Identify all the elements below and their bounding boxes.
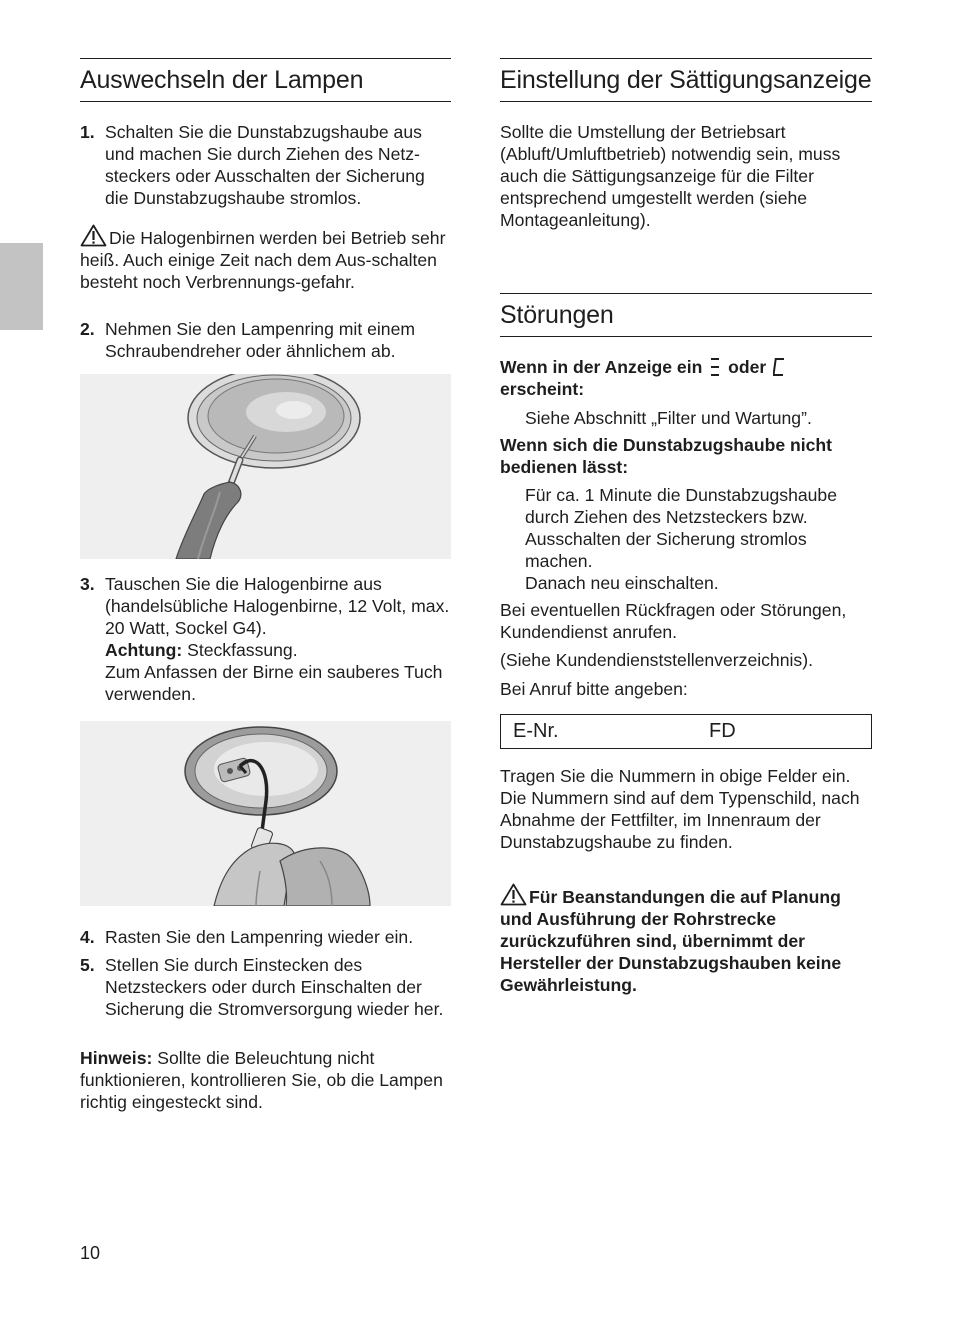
- warning-text: Für Beanstandungen die auf Planung und Ausführung der Rohrstrecke zurückzuführen sind, übernimmt der Hersteller der Dunstabzugshauben keine Gewährleistung.: [500, 887, 842, 995]
- fault-question-not-operating: Wenn sich die Dunstabzugshaube nicht bedienen lässt:: [500, 435, 833, 477]
- step-text: Schalten Sie die Dunstabzugshaube aus und machen Sie durch Ziehen des Netz-steckers oder Ausschalten der Sicherung die Dunstabzugshaube stromlos.: [105, 122, 425, 208]
- service-directory-note: (Siehe Kundendienststellenverzeichnis).: [500, 650, 813, 670]
- nameplate-paragraph: Tragen Sie die Nummern in obige Felder ein. Die Nummern sind auf dem Typenschild, nach Abnahme der Fettfilter, im Innenraum der Dunstabzugshaube zu finden.: [500, 766, 860, 852]
- step-1: [80, 121, 451, 209]
- call-info-paragraph: Bei Anruf bitte angeben:: [500, 679, 688, 699]
- step-number: 4.: [80, 927, 95, 947]
- answer-not-operating: [500, 484, 872, 594]
- answer-display: [500, 407, 872, 429]
- step-2: [80, 318, 451, 362]
- hint-paragraph: [80, 1047, 451, 1113]
- step-number: 3.: [80, 574, 95, 594]
- step-note: Zum Anfassen der Birne ein sauberes Tuch verwenden.: [105, 662, 443, 704]
- caution-line: [105, 639, 451, 661]
- step-number: 1.: [80, 122, 95, 142]
- step-3: [80, 573, 451, 705]
- step-text-block: [105, 573, 451, 705]
- step-number: 2.: [80, 319, 95, 339]
- illustration-replace-halogen-bulb: [80, 721, 451, 906]
- step-text: Stellen Sie durch Einstecken des Netzsteckers oder durch Einschalten der Sicherung die Stromversorgung wieder her.: [105, 955, 444, 1019]
- warning-text: Die Halogenbirnen werden bei Betrieb sehr heiß. Auch einige Zeit nach dem Aus-schalten besteht noch Verbrennungs-gefahr.: [80, 228, 446, 292]
- service-paragraph: Bei eventuellen Rückfragen oder Störungen, Kundendienst anrufen.: [500, 600, 847, 642]
- answer-text: Siehe Abschnitt „Filter und Wartung”.: [525, 408, 812, 428]
- enr-label: E-Nr.: [513, 720, 559, 742]
- step-number: 5.: [80, 955, 95, 975]
- caution-text: Steckfassung.: [187, 640, 298, 660]
- display-segment-e-icon: [709, 357, 721, 377]
- warning-triangle-icon: [500, 883, 527, 906]
- section-tab-marker: [0, 243, 43, 330]
- step-5: [80, 954, 451, 1020]
- step-4: [80, 926, 451, 948]
- caution-label: Achtung:: [105, 640, 183, 660]
- display-segment-c-icon: [773, 357, 785, 377]
- step-text: Nehmen Sie den Lampenring mit einem Schraubendreher oder ähnlichem ab.: [105, 319, 416, 361]
- question-text-or: oder: [728, 357, 767, 377]
- section-title-saturation-display: Einstellung der Sättigungsanzeige: [500, 58, 872, 102]
- section-title-faults: Störungen: [500, 293, 872, 337]
- fault-question-display: [500, 356, 872, 400]
- fd-label: FD: [709, 720, 736, 742]
- illustration-remove-lamp-ring: [80, 374, 451, 559]
- warning-hot-bulbs: [80, 224, 451, 293]
- enr-fd-box: [500, 714, 872, 749]
- answer-text: Für ca. 1 Minute die Dunstabzugshaube durch Ziehen des Netzsteckers bzw. Ausschalten der Sicherung stromlos machen.: [525, 485, 837, 571]
- question-text-end: erscheint:: [500, 379, 585, 399]
- section-title-lamp-replacement: Auswechseln der Lampen: [80, 58, 451, 102]
- saturation-paragraph: Sollte die Umstellung der Betriebsart (Abluft/Umluftbetrieb) notwendig sein, muss auch die Sättigungsanzeige für die Filter entsprechend umgestellt werden (siehe Montageanleitung).: [500, 122, 841, 230]
- step-text: Tauschen Sie die Halogenbirne aus (handelsübliche Halogenbirne, 12 Volt, max. 20 Watt, Sockel G4).: [105, 574, 450, 638]
- answer-text-2: Danach neu einschalten.: [525, 573, 719, 593]
- warning-liability: [500, 883, 872, 996]
- step-text: Rasten Sie den Lampenring wieder ein.: [105, 927, 414, 947]
- hint-label: Hinweis:: [80, 1048, 153, 1068]
- page-number: 10: [80, 1243, 101, 1263]
- hint-text: Sollte die Beleuchtung nicht funktionieren, kontrollieren Sie, ob die Lampen richtig eingesteckt sind.: [80, 1048, 443, 1112]
- question-text-start: Wenn in der Anzeige ein: [500, 357, 703, 377]
- warning-triangle-icon: [80, 224, 107, 247]
